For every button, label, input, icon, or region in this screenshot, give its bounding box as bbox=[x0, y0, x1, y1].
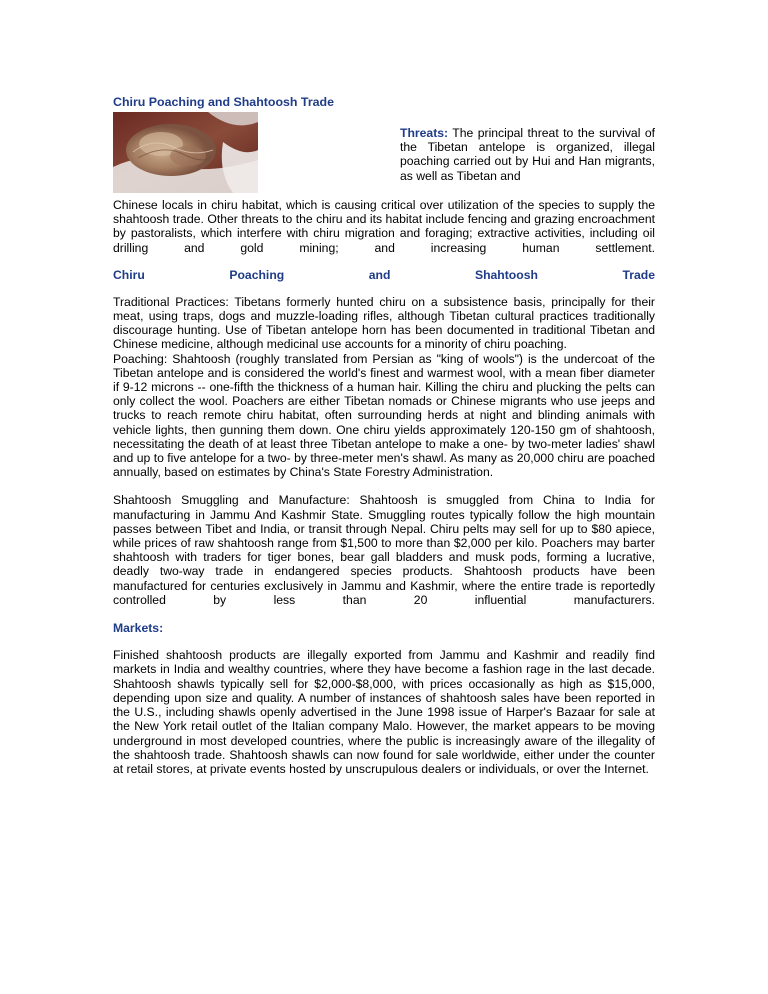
traditional-practices-paragraph: Traditional Practices: Tibetans formerly hunted chiru on a subsistence basis, principally for their meat, using traps, dogs and muzzle-loading rifles, although Tibetan cultural practices traditionally discourage hunting. Use of Tibetan antelope horn has been documented in traditional Tibetan and Chinese medicine, although medicinal use accounts for a minority of chiru poaching. bbox=[113, 294, 655, 352]
poaching-paragraph: Poaching: Shahtoosh (roughly translated from Persian as "king of wools") is the undercoat of the Tibetan antelope and is considered the world's finest and warmest wool, with a mean fiber diameter if 9-12 microns -- one-fifth the thickness of a human hair. Killing the chiru and plucking the pelts can only collect the wool. Poachers are either Tibetan nomads or Chinese migrants who use jeeps and trucks to reach remote chiru habitat, often surrounding herds at night and blinding animals with vehicle lights, then gunning them down. One chiru yields approximately 120-150 gm of shahtoosh, necessitating the death of at least three Tibetan antelope to make a one- by two-meter ladies' shawl and up to five antelope for a two- by three-meter men's shawl. As many as 20,000 chiru are poached annually, based on estimates by China's State Forestry Administration. bbox=[113, 351, 655, 480]
section-heading-word: and bbox=[368, 267, 391, 282]
markets-paragraph: Finished shahtoosh products are illegally exported from Jammu and Kashmir and readily find markets in India and wealthy countries, where they have become a fashion rage in the last decade. Shahtoosh shawls typically sell for $2,000-$8,000, with prices occasionally as high as $15,000, depending upon size and quality. A number of instances of shahtoosh sales have been reported in the U.S., including shawls openly advertised in the June 1998 issue of Harper's Bazaar for sale at the New York retail outlet of the Italian company Malo. However, the market appears to be moving underground in most developed countries, where the public is increasingly aware of the illegality of the shahtoosh trade. Shahtoosh shawls can now found for sale worldwide, either under the counter at retail stores, at private events hosted by unscrupulous dealers or individuals, or over the Internet. bbox=[113, 648, 655, 776]
section-heading-word: Trade bbox=[622, 267, 655, 282]
spacer bbox=[113, 607, 655, 621]
page-title: Chiru Poaching and Shahtoosh Trade bbox=[113, 95, 334, 109]
section-heading-word: Chiru bbox=[113, 267, 145, 282]
section-heading-word: Poaching bbox=[229, 267, 285, 282]
smuggling-paragraph: Shahtoosh Smuggling and Manufacture: Shahtoosh is smuggled from China to India for manufacturing in Jammu And Kashmir State. Smuggling routes typically follow the high mountain passes between Tibet and India, or transit through Nepal. Chiru pelts may sell for up to $80 apiece, while prices of raw shahtoosh range from $1,500 to more than $2,000 per kilo. Poachers may barter shahtoosh with traders for tiger bones, bear gall bladders and musk pods, forming a lucrative, deadly two-way trade in endangered species products. Shahtoosh products have been manufactured for centuries exclusively in Jammu and Kashmir, where the entire trade is reportedly controlled by less than 20 influential manufacturers. bbox=[113, 493, 655, 607]
shahtoosh-photo bbox=[113, 112, 258, 193]
section-heading bbox=[113, 268, 655, 282]
section-heading-word: Shahtoosh bbox=[474, 267, 538, 282]
threats-paragraph bbox=[400, 126, 655, 183]
spacer bbox=[113, 479, 655, 493]
threats-label: Threats: bbox=[400, 126, 449, 140]
threats-continued: Chinese locals in chiru habitat, which is causing critical over utilization of the species to supply the shahtoosh trade. Other threats to the chiru and its habitat include fencing and grazing encroachment by pastoralists, which interfere with chiru migration and foraging; extractive activities, including oil drilling and gold mining; and increasing human settlement. bbox=[113, 198, 655, 255]
threats-text-top: The principal threat to the survival of the Tibetan antelope is organized, illegal poaching carried out by Hui and Han migrants, as well as Tibetan and bbox=[400, 126, 655, 183]
markets-heading: Markets: bbox=[113, 621, 164, 636]
document-page bbox=[113, 93, 655, 776]
intro-block bbox=[113, 112, 655, 198]
